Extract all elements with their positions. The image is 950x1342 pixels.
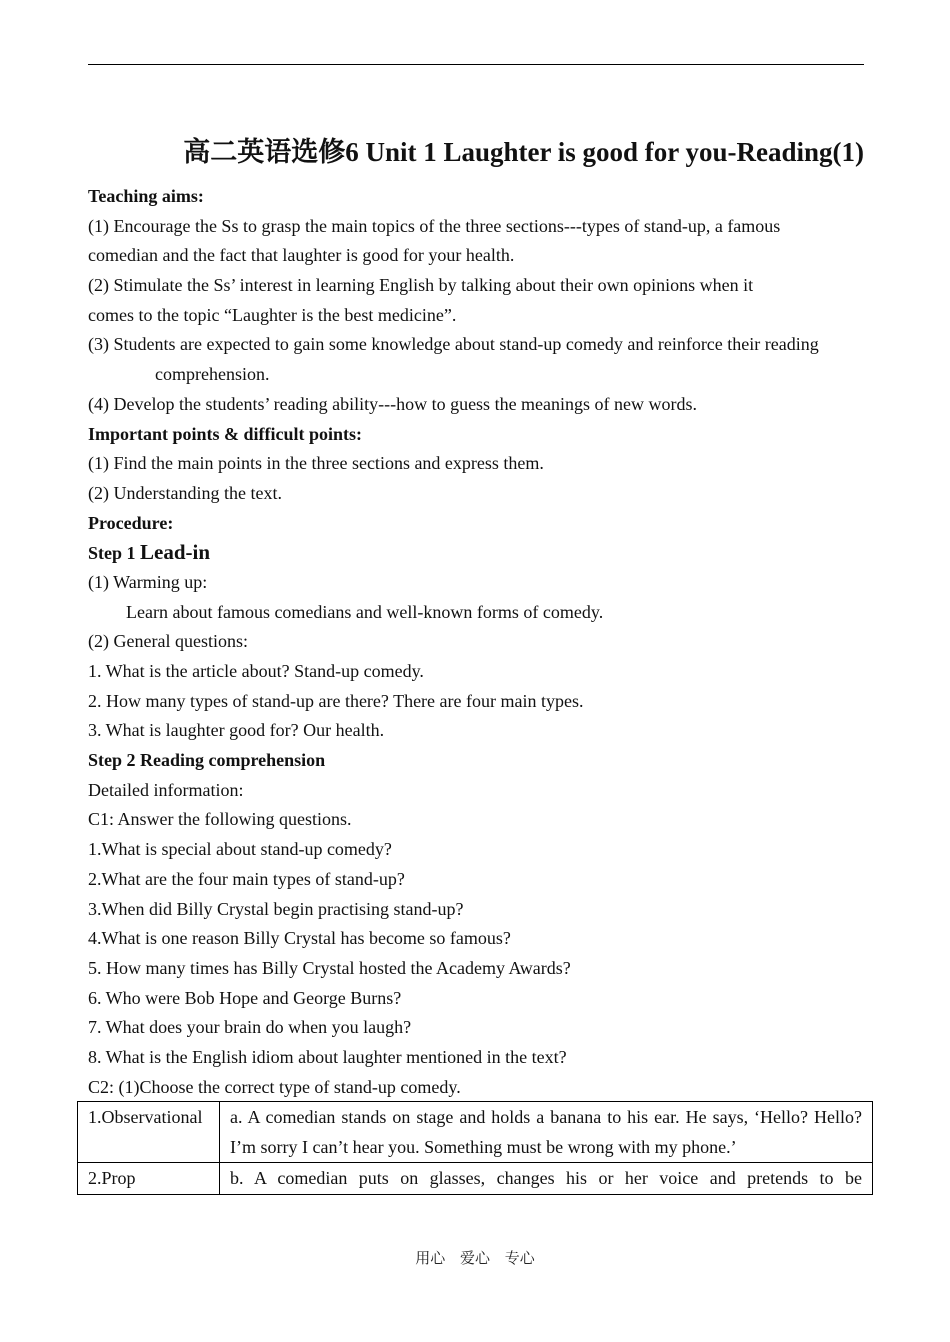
aim-line: (3) Students are expected to gain some knowledge about stand-up comedy and reinforce their reading (88, 334, 819, 355)
step2-heading: Step 2 Reading comprehension (88, 750, 326, 771)
points-heading: Important points & difficult points: (88, 423, 363, 444)
question-line: 5. How many times has Billy Crystal hosted the Academy Awards? (88, 957, 571, 978)
aim-line: comprehension. (155, 364, 270, 385)
step1-line: (2) General questions: (88, 631, 248, 652)
step2-line: C2: (1)Choose the correct type of stand-up comedy. (88, 1076, 461, 1097)
type-cell: 1.Observational (78, 1102, 220, 1163)
procedure-heading: Procedure: (88, 512, 174, 533)
step1-line: (1) Warming up: (88, 571, 208, 592)
question-line: 7. What does your brain do when you laugh? (88, 1017, 412, 1038)
question-line: 2.What are the four main types of stand-up? (88, 868, 405, 889)
aim-line: comes to the topic “Laughter is the best medicine”. (88, 304, 457, 325)
step1-label: Step 1 (88, 543, 136, 564)
step2-line: C1: Answer the following questions. (88, 809, 352, 830)
header-rule (88, 64, 864, 65)
step2-line: Detailed information: (88, 779, 244, 800)
step1-line: 3. What is laughter good for? Our health. (88, 720, 385, 741)
description-cell: b. A comedian puts on glasses, changes his or her voice and pretends to be (220, 1163, 873, 1195)
table-row (78, 1163, 873, 1195)
step1-title: Lead-in (140, 540, 211, 565)
aim-line: (2) Stimulate the Ss’ interest in learning English by talking about their own opinions when it (88, 275, 754, 296)
aim-line: (1) Encourage the Ss to grasp the main topics of the three sections---types of stand-up, a famous (88, 215, 781, 236)
step1-line: Learn about famous comedians and well-known forms of comedy. (126, 601, 604, 622)
question-line: 6. Who were Bob Hope and George Burns? (88, 987, 402, 1008)
type-cell: 2.Prop (78, 1163, 220, 1195)
point-line: (2) Understanding the text. (88, 482, 282, 503)
question-line: 3.When did Billy Crystal begin practising stand-up? (88, 898, 464, 919)
document-body (88, 182, 864, 1102)
aim-line: (4) Develop the students’ reading ability---how to guess the meanings of new words. (88, 393, 698, 414)
step1-heading (88, 538, 864, 568)
table-row (78, 1102, 873, 1163)
step1-line: 1. What is the article about? Stand-up comedy. (88, 661, 424, 681)
question-line: 8. What is the English idiom about laughter mentioned in the text? (88, 1046, 567, 1067)
teaching-aims-heading: Teaching aims: (88, 186, 204, 206)
description-cell: a. A comedian stands on stage and holds a banana to his ear. He says, ‘Hello? Hello? I’m sorry I can’t hear you. Something must be wrong with my phone.’ (220, 1102, 873, 1163)
page-title: 高二英语选修6 Unit 1 Laughter is good for you-Reading(1) (183, 137, 864, 167)
page-footer: 用心 爱心 专心 (415, 1249, 535, 1267)
aim-line: comedian and the fact that laughter is good for your health. (88, 245, 515, 266)
step1-line: 2. How many types of stand-up are there? There are four main types. (88, 690, 584, 711)
comedy-types-table (77, 1101, 873, 1195)
point-line: (1) Find the main points in the three sections and express them. (88, 453, 544, 474)
question-line: 4.What is one reason Billy Crystal has become so famous? (88, 928, 511, 949)
question-line: 1.What is special about stand-up comedy? (88, 839, 392, 860)
